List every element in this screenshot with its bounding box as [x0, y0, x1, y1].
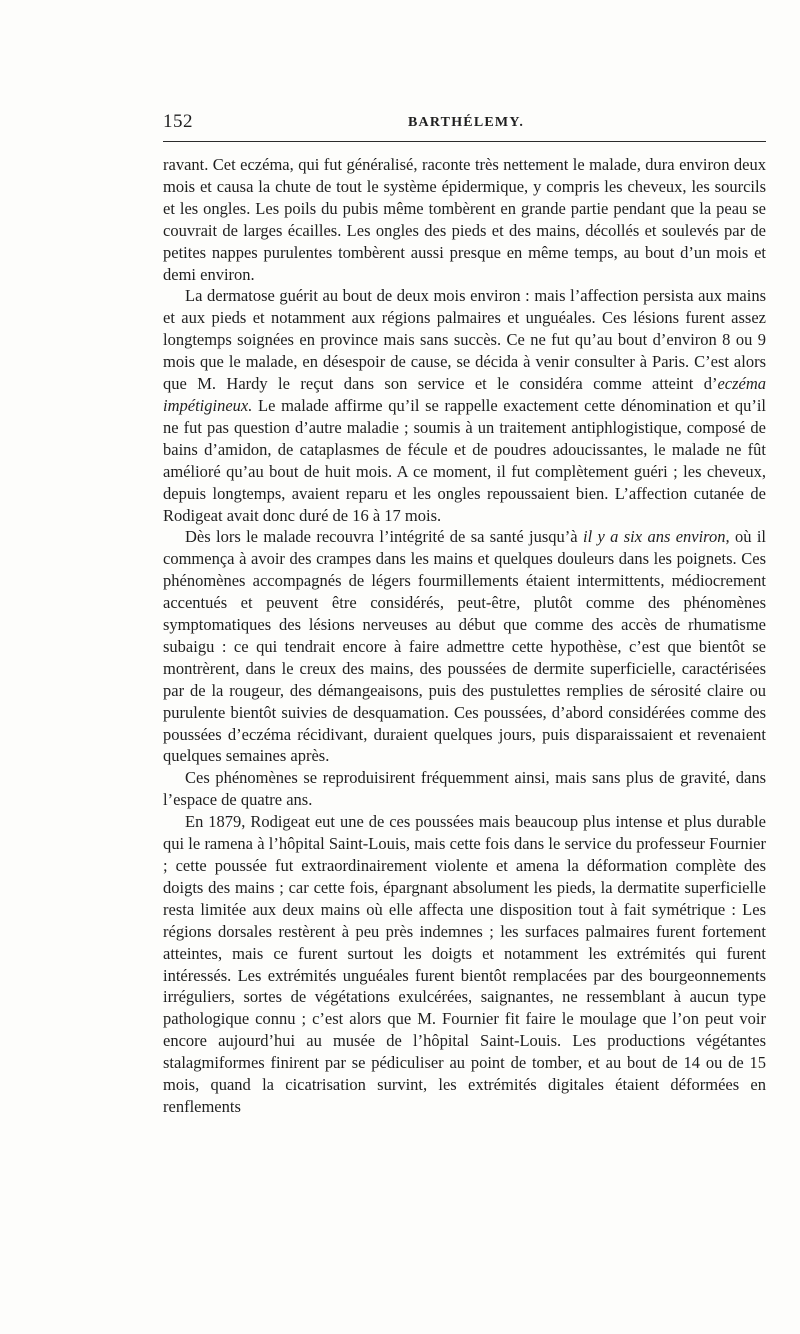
body-text — [163, 154, 766, 1118]
page-number: 152 — [163, 111, 193, 132]
paragraph — [163, 811, 766, 1118]
text-run: La dermatose guérit au bout de deux mois environ : mais l’affection persista aux mains et aux pieds et notamment aux régions palmaires et unguéales. Ces lésions furent assez longtemps soignées en province mais sans succès. Ce ne fut qu’au bout d’environ 8 ou 9 mois que le malade, en désespoir de cause, se décida à venir consulter à Paris. C’est alors que M. Hardy le reçut dans son service et le considéra comme atteint d’ — [163, 286, 766, 394]
paragraph — [163, 285, 766, 526]
text-run: où il commença à avoir des crampes dans les mains et quelques douleurs dans les poignets. Ces phénomènes accompagnés de légers fourmillements étaient intermittents, médiocrement accentués et peuvent être considérés, peut-être, plutôt comme des phénomènes symptomatiques des lésions nerveuses au début que comme des accès de rhumatisme subaigu : ce qui tendrait encore à faire admettre cette hypothèse, c’est que bientôt se montrèrent, dans le creux des mains, des poussées de dermite superficielle, caractérisées par de la rougeur, des démangeaisons, puis des pustulettes remplies de sérosité claire ou purulente bientôt suivies de desquamation. Ces poussées, d’abord considérées comme des poussées d’eczéma récidivant, duraient quelques jours, puis disparaissaient et revenaient quelques semaines après. — [163, 527, 766, 766]
italic-term: eczéma impétigineux. — [163, 374, 766, 415]
page-header — [163, 111, 763, 133]
italic-term: il y a six ans environ, — [582, 527, 730, 547]
text-run: Dès lors le malade recouvra l’intégrité de sa santé jusqu’à — [185, 527, 583, 547]
header-rule — [163, 141, 766, 142]
text-run: ravant. Cet eczéma, qui fut généralisé, raconte très nettement le malade, dura environ deux mois et causa la chute de tout le système épidermique, y compris les cheveux, les sourcils et les ongles. Les poils du pubis même tombèrent en grande partie pendant que la peau se couvrait de larges écailles. Les ongles des pieds et des mains, décollés et soulevés par de petites nappes purulentes tombèrent aussi presque en même temps, au bout d’un mois et demi environ. — [163, 155, 766, 284]
text-run: Ces phénomènes se reproduisirent fréquemment ainsi, mais sans plus de gravité, dans l’espace de quatre ans. — [163, 768, 766, 810]
paragraph — [163, 526, 766, 767]
paragraph — [163, 767, 766, 811]
text-run: Le malade affirme qu’il se rappelle exactement cette dénomination et qu’il ne fut pas question d’autre maladie ; soumis à un traitement antiphlogistique, composé de bains d’amidon, de cataplasmes de fécule et de poudres adoucissantes, le malade ne fût amélioré qu’au bout de huit mois. A ce moment, il fut complètement guéri ; les cheveux, depuis longtemps, avaient reparu et les ongles repoussaient bien. L’affection cutanée de Rodigeat avait donc duré de 16 à 17 mois. — [163, 395, 766, 525]
running-head: BARTHÉLEMY. — [408, 115, 525, 130]
text-run: En 1879, Rodigeat eut une de ces poussées mais beaucoup plus intense et plus durable qui le ramena à l’hôpital Saint-Louis, mais cette fois dans le service du professeur Fournier ; cette poussée fut extraordinairement violente et amena la déformation complète des doigts des mains ; car cette fois, épargnant absolument les pieds, la dermatite superficielle resta limitée aux deux mains où elle affecta une disposition tout à fait symétrique : Les régions dorsales restèrent à peu près indemnes ; les surfaces palmaires furent fortement atteintes, mais ce furent surtout les doigts et notamment les extrémités qui furent intéressés. Les extrémités unguéales furent bientôt remplacées par des bourgeonnements irréguliers, sortes de végétations exulcérées, saignantes, ne ressemblant à aucun type pathologique connu ; c’est alors que M. Fournier fit faire le moulage que l’on peut voir encore aujourd’hui au musée de l’hôpital Saint-Louis. Les productions végétantes stalagmiformes finirent par se pédiculiser au point de tomber, et au bout de 14 ou de 15 mois, quand la cicatrisation survint, les extrémités digitales étaient déformées en renflements — [163, 812, 766, 1116]
paragraph — [163, 154, 766, 285]
